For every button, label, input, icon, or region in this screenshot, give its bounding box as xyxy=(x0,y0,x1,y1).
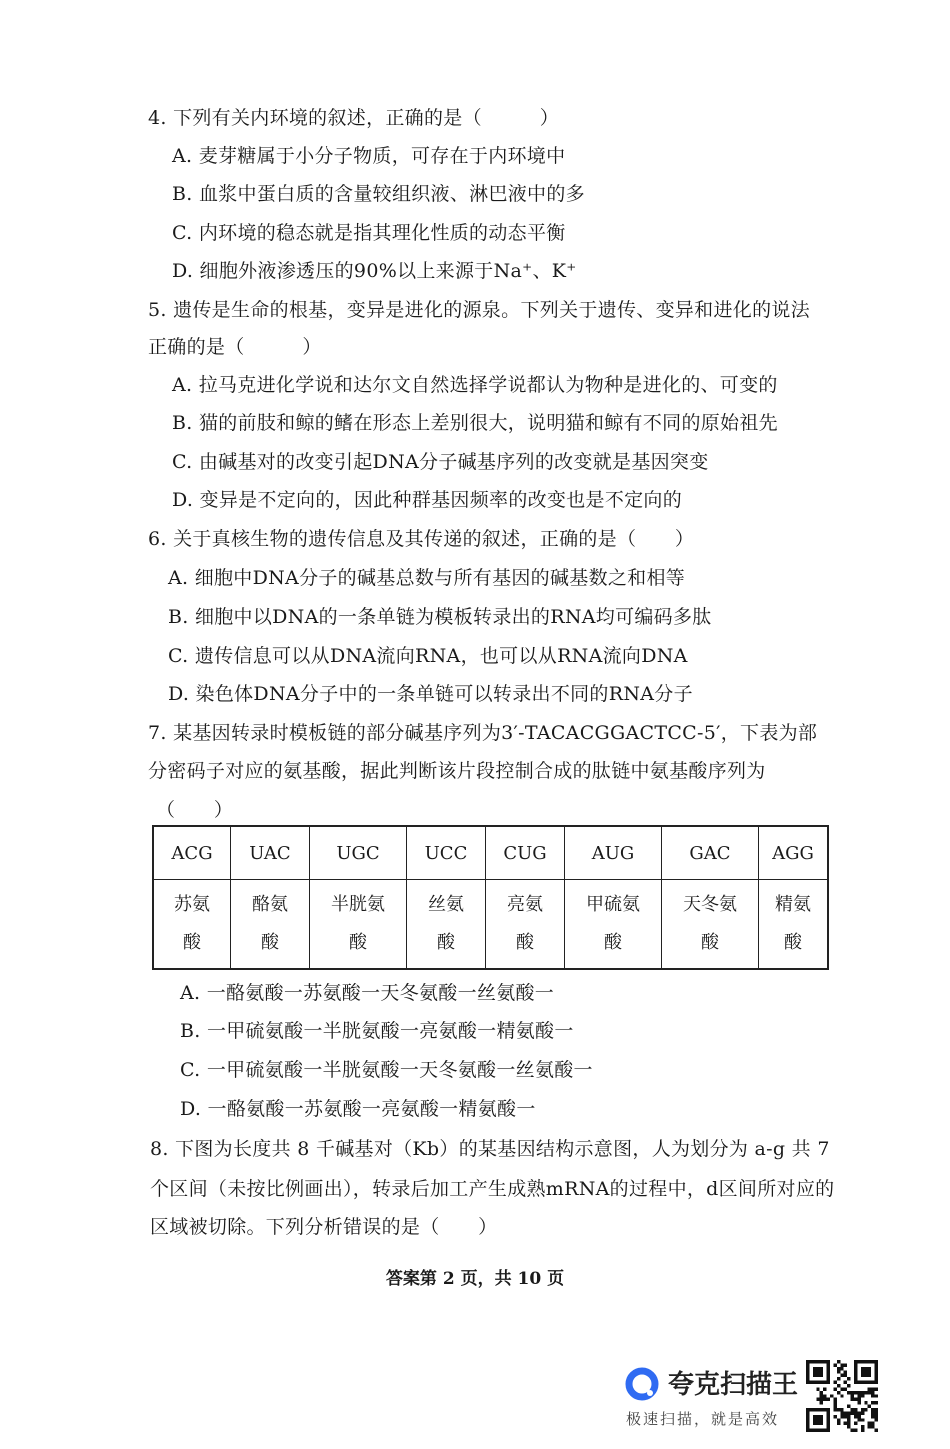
amino-acid-cell: 酪氨 酸 xyxy=(231,880,310,970)
q4-option-b: B. 血浆中蛋白质的含量较组织液、淋巴液中的多 xyxy=(172,183,585,205)
codon-cell: UAC xyxy=(231,826,310,880)
q5-option-b: B. 猫的前肢和鲸的鳍在形态上差别很大，说明猫和鲸有不同的原始祖先 xyxy=(172,412,778,434)
qr-code-icon xyxy=(806,1360,878,1432)
q8-stem-line3: 区域被切除。下列分析错误的是（ ） xyxy=(150,1216,498,1238)
codon-cell: CUG xyxy=(486,826,565,880)
amino-acid-cell: 亮氨 酸 xyxy=(486,880,565,970)
amino-acid-cell: 甲硫氨 酸 xyxy=(565,880,662,970)
amino-acid-cell: 半胱氨 酸 xyxy=(310,880,407,970)
q8-stem-line1: 8. 下图为长度共 8 千碱基对（Kb）的某基因结构示意图，人为划分为 a-g 共 7 xyxy=(150,1138,830,1160)
q7-stem-line1: 7. 某基因转录时模板链的部分碱基序列为3′-TACACGGACTCC-5′，下表为部 xyxy=(148,722,818,744)
q7-stem-line3: （ ） xyxy=(156,799,234,821)
codon-table xyxy=(152,825,829,970)
amino-acid-cell: 天冬氨 酸 xyxy=(662,880,759,970)
q6-option-b: B. 细胞中以DNA的一条单链为模板转录出的RNA均可编码多肽 xyxy=(168,606,712,628)
q5-option-d: D. 变异是不定向的，因此种群基因频率的改变也是不定向的 xyxy=(172,489,683,511)
codon-row xyxy=(153,826,828,880)
brand-slogan: 极速扫描，就是高效 xyxy=(626,1410,780,1428)
q5-option-a: A. 拉马克进化学说和达尔文自然选择学说都认为物种是进化的、可变的 xyxy=(172,374,778,396)
q4-option-c: C. 内环境的稳态就是指其理化性质的动态平衡 xyxy=(172,222,566,244)
q6-option-c: C. 遗传信息可以从DNA流向RNA，也可以从RNA流向DNA xyxy=(168,645,688,667)
q7-stem-line2: 分密码子对应的氨基酸，据此判断该片段控制合成的肽链中氨基酸序列为 xyxy=(148,760,766,782)
codon-cell: AGG xyxy=(759,826,829,880)
amino-acid-cell: 苏氨 酸 xyxy=(153,880,231,970)
codon-cell: ACG xyxy=(153,826,231,880)
q5-stem-line2: 正确的是（ ） xyxy=(148,336,322,358)
amino-acid-row xyxy=(153,880,828,970)
q5-option-c: C. 由碱基对的改变引起DNA分子碱基序列的改变就是基因突变 xyxy=(172,451,709,473)
page-footer: 答案第 2 页，共 10 页 xyxy=(385,1269,565,1289)
q7-option-d: D. 一酪氨酸一苏氨酸一亮氨酸一精氨酸一 xyxy=(180,1098,536,1120)
q6-option-a: A. 细胞中DNA分子的碱基总数与所有基因的碱基数之和相等 xyxy=(168,567,686,589)
quark-logo-icon xyxy=(624,1366,660,1402)
codon-cell: UCC xyxy=(407,826,486,880)
q7-option-b: B. 一甲硫氨酸一半胱氨酸一亮氨酸一精氨酸一 xyxy=(180,1020,574,1042)
q8-stem-line2: 个区间（未按比例画出），转录后加工产生成熟mRNA的过程中，d区间所对应的 xyxy=(150,1178,835,1200)
q4-option-a: A. 麦芽糖属于小分子物质，可存在于内环境中 xyxy=(172,145,566,167)
q6-option-d: D. 染色体DNA分子中的一条单链可以转录出不同的RNA分子 xyxy=(168,683,693,705)
amino-acid-cell: 精氨 酸 xyxy=(759,880,829,970)
q6-stem: 6. 关于真核生物的遗传信息及其传递的叙述，正确的是（ ） xyxy=(148,528,695,550)
codon-cell: GAC xyxy=(662,826,759,880)
amino-acid-cell: 丝氨 酸 xyxy=(407,880,486,970)
q7-option-c: C. 一甲硫氨酸一半胱氨酸一天冬氨酸一丝氨酸一 xyxy=(180,1059,593,1081)
q5-stem-line1: 5. 遗传是生命的根基，变异是进化的源泉。下列关于遗传、变异和进化的说法 xyxy=(148,299,810,321)
q4-option-d: D. 细胞外液渗透压的90%以上来源于Na⁺、K⁺ xyxy=(172,260,577,282)
codon-cell: AUG xyxy=(565,826,662,880)
codon-cell: UGC xyxy=(310,826,407,880)
q4-stem: 4. 下列有关内环境的叙述，正确的是（ ） xyxy=(148,107,560,129)
q7-option-a: A. 一酪氨酸一苏氨酸一天冬氨酸一丝氨酸一 xyxy=(180,982,555,1004)
brand-name: 夸克扫描王 xyxy=(668,1370,799,1400)
